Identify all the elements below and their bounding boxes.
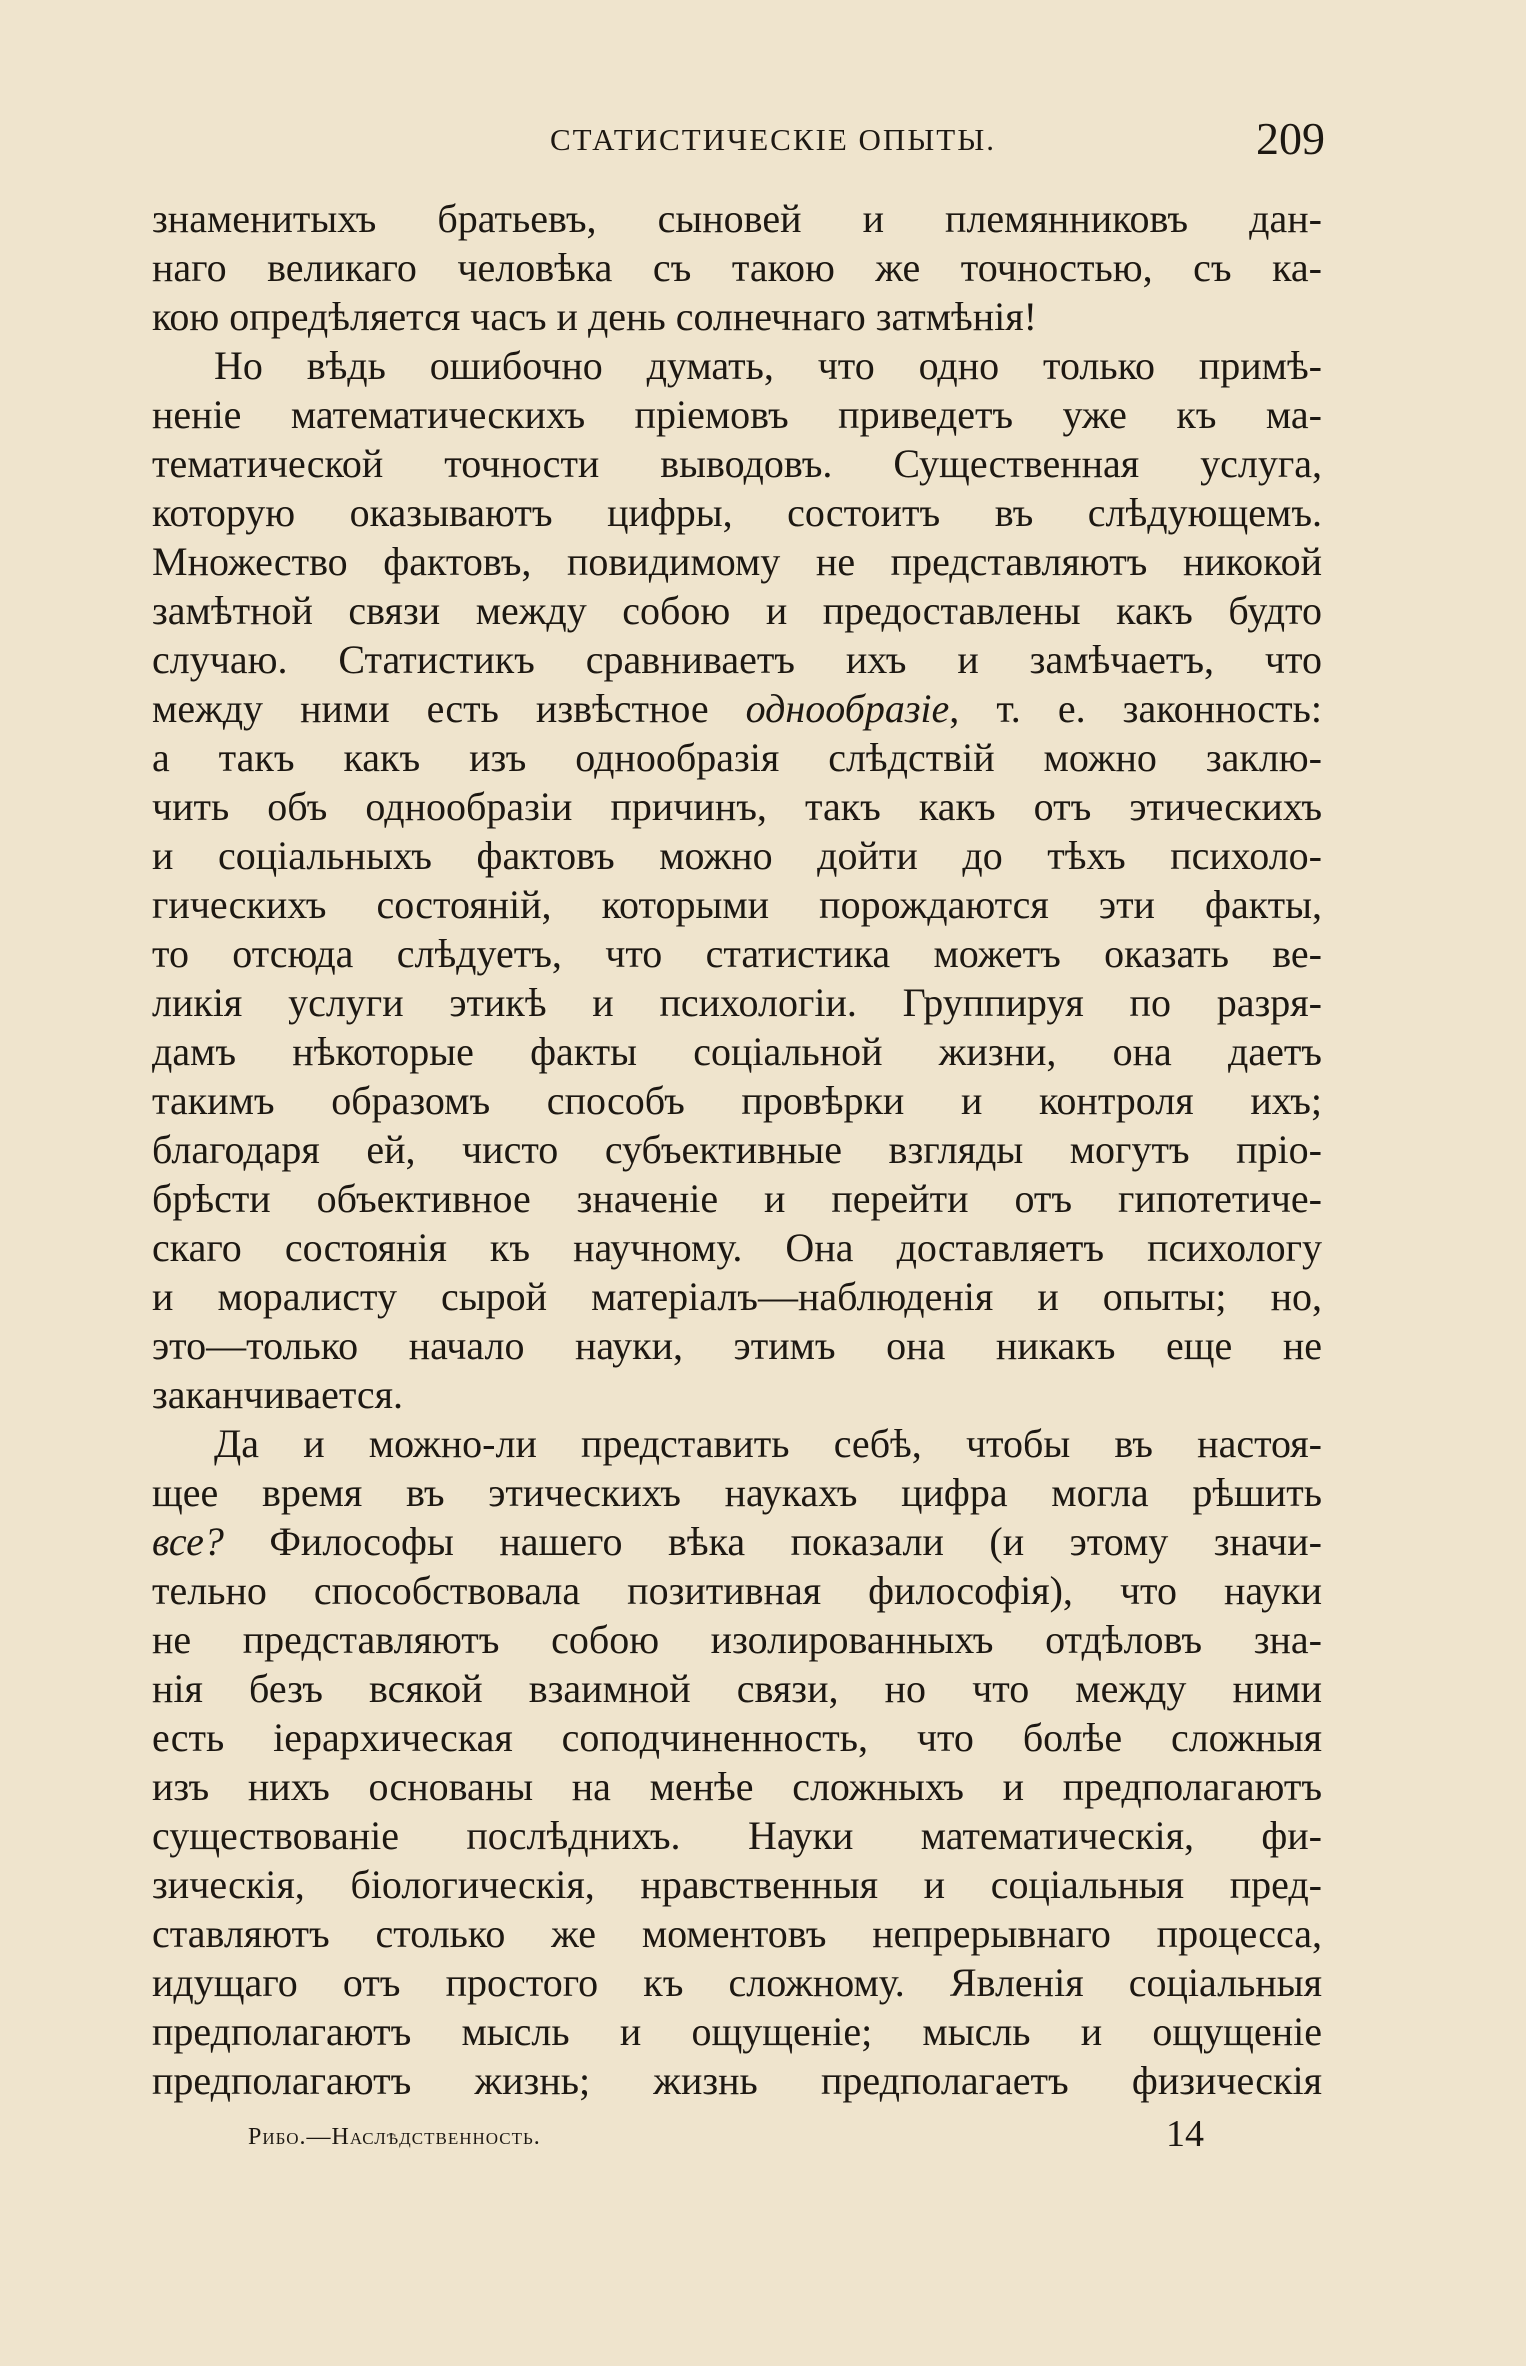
text-line: щее время въ этическихъ наукахъ цифра могла рѣшить: [152, 1470, 1322, 1515]
text-line: ликія услуги этикѣ и психологіи. Группируя по разря-: [152, 980, 1322, 1025]
italic-term: все?: [152, 1519, 224, 1564]
text-line: изъ нихъ основаны на менѣе сложныхъ и предполагаютъ: [152, 1764, 1322, 1809]
text-line: существованіе послѣднихъ. Науки математическія, фи-: [152, 1813, 1322, 1858]
text-fragment: , т. е. законность:: [949, 686, 1322, 731]
text-line: брѣсти объективное значеніе и перейти отъ гипотетиче-: [152, 1176, 1322, 1221]
page-header: [150, 112, 1325, 168]
text-line: идущаго отъ простого къ сложному. Явленія соціальныя: [152, 1960, 1322, 2005]
text-line: тематической точности выводовъ. Существенная услуга,: [152, 441, 1322, 486]
text-line: тельно способствовала позитивная философія), что науки: [152, 1568, 1322, 1613]
text-line: которую оказываютъ цифры, состоитъ въ слѣдующемъ.: [152, 490, 1322, 535]
text-line: не представляютъ собою изолированныхъ отдѣловъ зна-: [152, 1617, 1322, 1662]
italic-term: однообразіе: [745, 686, 950, 731]
text-line: [152, 684, 1322, 733]
text-fragment: Философы нашего вѣка показали (и этому значи-: [223, 1519, 1322, 1564]
text-line: замѣтной связи между собою и предоставлены какъ будто: [152, 588, 1322, 633]
text-line: Да и можно-ли представить себѣ, чтобы въ настоя-: [214, 1421, 1322, 1466]
text-line: дамъ нѣкоторые факты соціальной жизни, она даетъ: [152, 1029, 1322, 1074]
text-line: наго великаго человѣка съ такою же точностью, съ ка-: [152, 245, 1322, 290]
text-line: неніе математическихъ пріемовъ приведетъ уже къ ма-: [152, 392, 1322, 437]
text-line: и соціальныхъ фактовъ можно дойти до тѣхъ психоло-: [152, 833, 1322, 878]
text-line: зическія, біологическія, нравственныя и соціальныя пред-: [152, 1862, 1322, 1907]
text-line: это—только начало науки, этимъ она никакъ еще не: [152, 1323, 1322, 1368]
text-line: ставляютъ столько же моментовъ непрерывнаго процесса,: [152, 1911, 1322, 1956]
text-line: и моралисту сырой матеріалъ—наблюденія и опыты; но,: [152, 1274, 1322, 1319]
text-line: [152, 1517, 1322, 1566]
text-line: то отсюда слѣдуетъ, что статистика можетъ оказать ве-: [152, 931, 1322, 976]
text-line: чить объ однообразіи причинъ, такъ какъ отъ этическихъ: [152, 784, 1322, 829]
sheet-number: 14: [1166, 2113, 1204, 2155]
text-line: Но вѣдь ошибочно думать, что одно только примѣ-: [214, 343, 1322, 388]
text-line: предполагаютъ жизнь; жизнь предполагаетъ физическія: [152, 2058, 1322, 2103]
text-line: нія безъ всякой взаимной связи, но что между ними: [152, 1666, 1322, 1711]
running-title: СТАТИСТИЧЕСКІЕ ОПЫТЫ.: [550, 122, 997, 157]
text-line: заканчивается.: [152, 1372, 404, 1417]
text-line: предполагаютъ мысль и ощущеніе; мысль и ощущеніе: [152, 2009, 1322, 2054]
text-line: случаю. Статистикъ сравниваетъ ихъ и замѣчаетъ, что: [152, 637, 1322, 682]
body-text: [152, 194, 1322, 2105]
text-line: скаго состоянія къ научному. Она доставляетъ психологу: [152, 1225, 1322, 1270]
text-line: благодаря ей, чисто субъективные взгляды могутъ пріо-: [152, 1127, 1322, 1172]
text-line: знаменитыхъ братьевъ, сыновей и племянниковъ дан-: [152, 196, 1322, 241]
text-line: гическихъ состояній, которыми порождаются эти факты,: [152, 882, 1322, 927]
text-line: кою опредѣляется часъ и день солнечнаго затмѣнія!: [152, 294, 1037, 339]
text-fragment: между ними есть извѣстное: [152, 686, 746, 731]
text-line: есть іерархическая соподчиненность, что болѣе сложныя: [152, 1715, 1322, 1760]
text-line: а такъ какъ изъ однообразія слѣдствій можно заклю-: [152, 735, 1322, 780]
signature-mark: Рибо.—Наслѣдственность.: [248, 2124, 541, 2150]
text-line: Множество фактовъ, повидимому не представляютъ никокой: [152, 539, 1322, 584]
text-line: такимъ образомъ способъ провѣрки и контроля ихъ;: [152, 1078, 1322, 1123]
page-number: 209: [1256, 113, 1325, 164]
page-footer: [248, 2112, 1248, 2162]
